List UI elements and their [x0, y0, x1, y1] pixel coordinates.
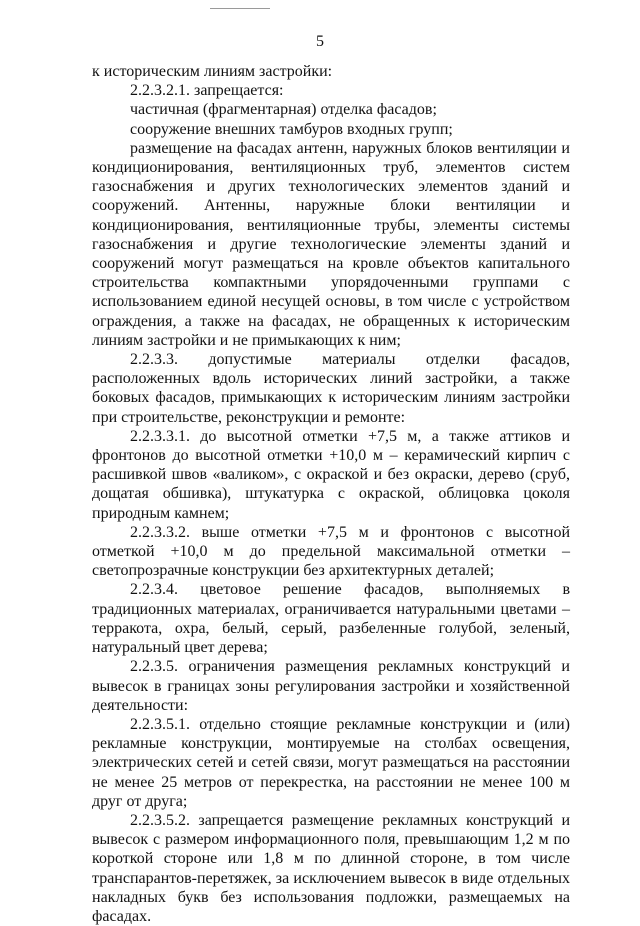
scan-artifact-line	[210, 8, 270, 9]
paragraph-technical-elements: размещение на фасадах антенн, наружных блоков вентиляции и кондиционирования, вентиляционных труб, элементов систем газоснабжения и других технологических элементов зданий и сооружений. Антенны, наружные блоки вентиляции и кондиционирования, вентиляционные трубы, элементы системы газоснабжения и другие технологические элементы зданий и сооружений могут размещаться на кровле объектов капитального строительства компактными упорядоченными группами с использованием единой несущей основы, в том числе с устройством ограждения, а также на фасадах, не обращенных к историческим линиям застройки и не примыкающих к ним;	[92, 139, 570, 349]
paragraph-continuation: к историческим линиям застройки:	[92, 63, 333, 80]
paragraph-partial-finishing: частичная (фрагментарная) отделка фасадов;	[130, 101, 437, 119]
paragraph-clause-2-2-3-2-1: 2.2.3.2.1. запрещается:	[130, 82, 284, 100]
paragraph-vestibules: сооружение внешних тамбуров входных групп;	[130, 120, 453, 138]
paragraph-clause-2-2-3-5: 2.2.3.5. ограничения размещения рекламных конструкций и вывесок в границах зоны регулирования застройки и хозяйственной деятельности:	[92, 658, 570, 714]
paragraph-clause-2-2-3-3-1: 2.2.3.3.1. до высотной отметки +7,5 м, а также аттиков и фронтонов до высотной отметки +10,0 м – керамический кирпич с расшивкой швов «валиком», с окраской и без окраски, дерево (сруб, дощатая обшивка), штукатурка с окраской, облицовка цоколя природным камнем;	[92, 427, 570, 522]
paragraph-clause-2-2-3-3: 2.2.3.3. допустимые материалы отделки фасадов, расположенных вдоль исторических линий застройки, а также боковых фасадов, примыкающих к историческим линиям застройки при строительстве, реконструкции и ремонте:	[92, 351, 570, 426]
document-body	[92, 62, 570, 926]
paragraph-clause-2-2-3-3-2: 2.2.3.3.2. выше отметки +7,5 м и фронтонов с высотной отметкой +10,0 м до предельной максимальной отметки – светопрозрачные конструкции без архитектурных деталей;	[92, 523, 570, 580]
page-number: 5	[316, 33, 324, 50]
paragraph-clause-2-2-3-5-2: 2.2.3.5.2. запрещается размещение рекламных конструкций и вывесок с размером информационного поля, превышающим 1,2 м по короткой стороне или 1,8 м по длинной стороне, в том числе транспарантов-перетяжек, за исключением вывесок в виде отдельных накладных букв без использования подложки, размещаемых на фасадах.	[92, 811, 570, 925]
paragraph-clause-2-2-3-4: 2.2.3.4. цветовое решение фасадов, выполняемых в традиционных материалах, ограничивается натуральными цветами – терракота, охра, белый, серый, разбеленные голубой, зеленый, натуральный цвет дерева;	[92, 581, 570, 657]
paragraph-clause-2-2-3-5-1: 2.2.3.5.1. отдельно стоящие рекламные конструкции и (или) рекламные конструкции, монтируемые на столбах освещения, электрических сетей и сетей связи, могут размещаться на расстоянии не менее 25 метров от перекрестка, на расстоянии не менее 100 м друг от друга;	[92, 715, 570, 810]
